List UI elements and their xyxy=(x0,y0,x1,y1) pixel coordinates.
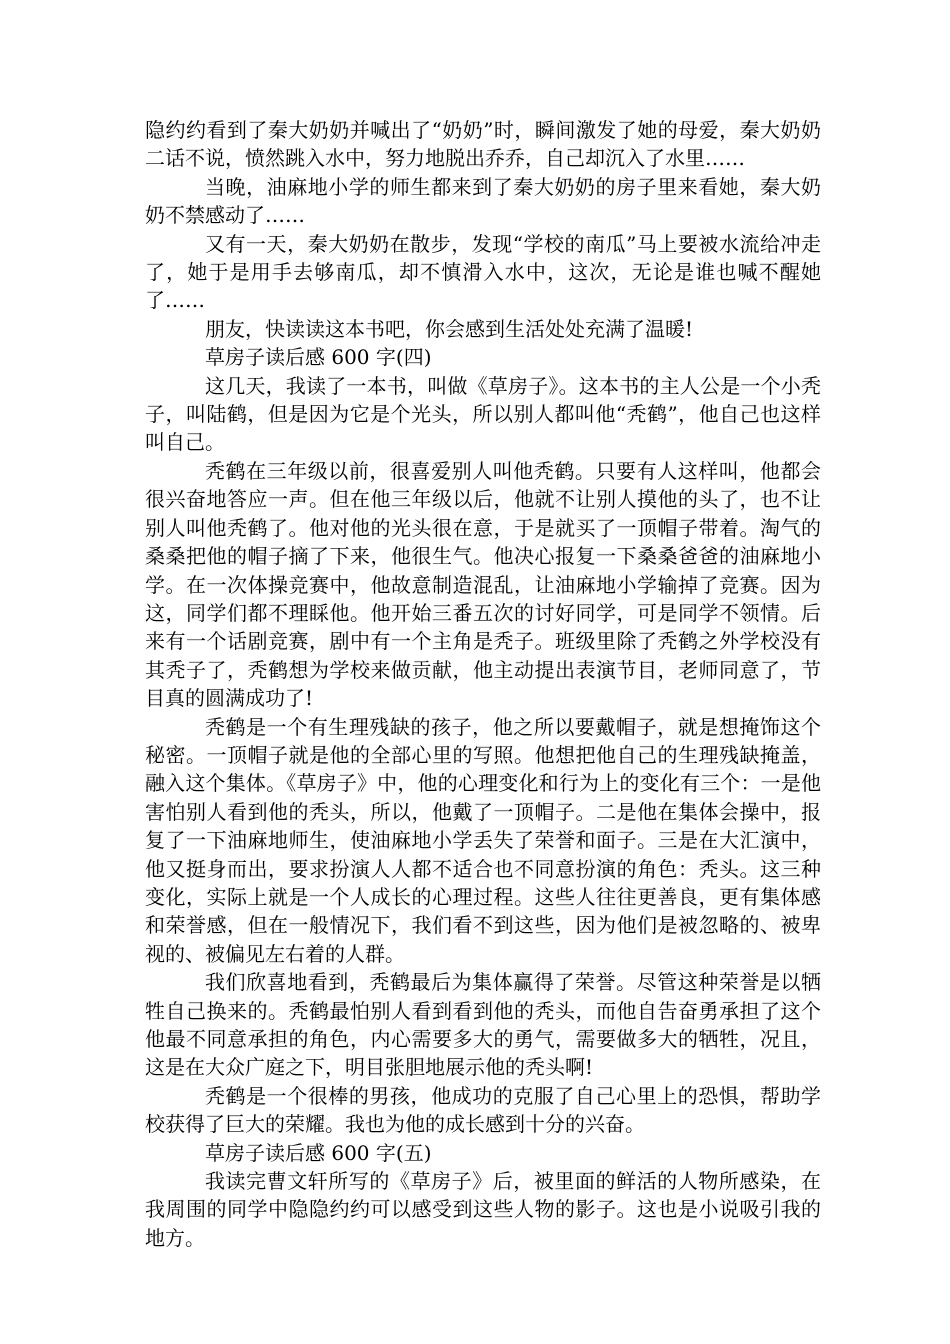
paragraph-6: 秃鹤在三年级以前，很喜爱别人叫他秃鹤。只要有人这样叫，他都会很兴奋地答应一声。但在他三年级以后，他就不让别人摸他的头了，也不让别人叫他秃鹤了。他对他的光头很在意，于是就买了一顶帽子带着。淘气的桑桑把他的帽子摘了下来，他很生气。他决心报复一下桑桑爸爸的油麻地小学。在一次体操竞赛中，他故意制造混乱，让油麻地小学输掉了竞赛。因为这，同学们都不理睬他。他开始三番五次的讨好同学，可是同学不领情。后来有一个话剧竞赛，剧中有一个主角是秃子。班级里除了秃鹤之外学校没有其秃子了，秃鹤想为学校来做贡献，他主动提出表演节目，老师同意了，节目真的圆满成功了! xyxy=(145,458,821,711)
section-heading-5: 草房子读后感 600 字(五) xyxy=(205,1140,432,1165)
paragraph-7: 秃鹤是一个有生理残缺的孩子，他之所以要戴帽子，就是想掩饰这个秘密。一顶帽子就是他的全部心里的写照。他想把他自己的生理残缺掩盖，融入这个集体。《草房子》中，他的心理变化和行为上的变化有三个：一是他害怕别人看到他的秃头，所以，他戴了一顶帽子。二是他在集体会操中，报复了一下油麻地师生，使油麻地小学丢失了荣誉和面子。三是在大汇演中，他又挺身而出，要求扮演人人都不适合也不同意扮演的角色：秃头。这三种变化，实际上就是一个人成长的心理过程。这些人往往更善良，更有集体感和荣誉感，但在一般情况下，我们看不到这些，因为他们是被忽略的、被卑视的、被偏见左右着的人群。 xyxy=(145,714,821,966)
document-body xyxy=(145,116,821,1252)
paragraph-3: 又有一天，秦大奶奶在散步，发现“学校的南瓜”马上要被水流给冲走了，她于是用手去够南瓜，却不慎滑入水中，这次，无论是谁也喊不醒她了…… xyxy=(145,231,821,313)
paragraph-8: 我们欣喜地看到，秃鹤最后为集体赢得了荣誉。尽管这种荣誉是以牺牲自己换来的。秃鹤最怕别人看到看到他的秃头，而他自告奋勇承担了这个他最不同意承担的角色，内心需要多大的勇气，需要做多大的牺牲，况且，这是在大众广庭之下，明目张胆地展示他的秃头啊! xyxy=(145,970,821,1080)
paragraph-4: 朋友，快读读这本书吧，你会感到生活处处充满了温暖! xyxy=(205,316,694,341)
section-heading-4: 草房子读后感 600 字(四) xyxy=(205,345,432,370)
paragraph-9: 秃鹤是一个很棒的男孩，他成功的克服了自己心里上的恐惧，帮助学校获得了巨大的荣耀。我也为他的成长感到十分的兴奋。 xyxy=(145,1083,821,1137)
paragraph-10: 我读完曹文轩所写的《草房子》后，被里面的鲜活的人物所感染，在我周围的同学中隐隐约约可以感受到这些人物的影子。这也是小说吸引我的地方。 xyxy=(145,1169,821,1250)
paragraph-2: 当晚，油麻地小学的师生都来到了秦大奶奶的房子里来看她，秦大奶奶不禁感动了…… xyxy=(145,174,821,228)
paragraph-1: 隐约约看到了秦大奶奶并喊出了“奶奶”时，瞬间激发了她的母爱，秦大奶奶二话不说，愤然跳入水中，努力地脱出乔乔，自己却沉入了水里…… xyxy=(145,118,821,171)
paragraph-5: 这几天，我读了一本书，叫做《草房子》。这本书的主人公是一个小秃子，叫陆鹤，但是因为它是个光头，所以别人都叫他“秃鹤”，他自己也这样叫自己。 xyxy=(145,373,821,455)
